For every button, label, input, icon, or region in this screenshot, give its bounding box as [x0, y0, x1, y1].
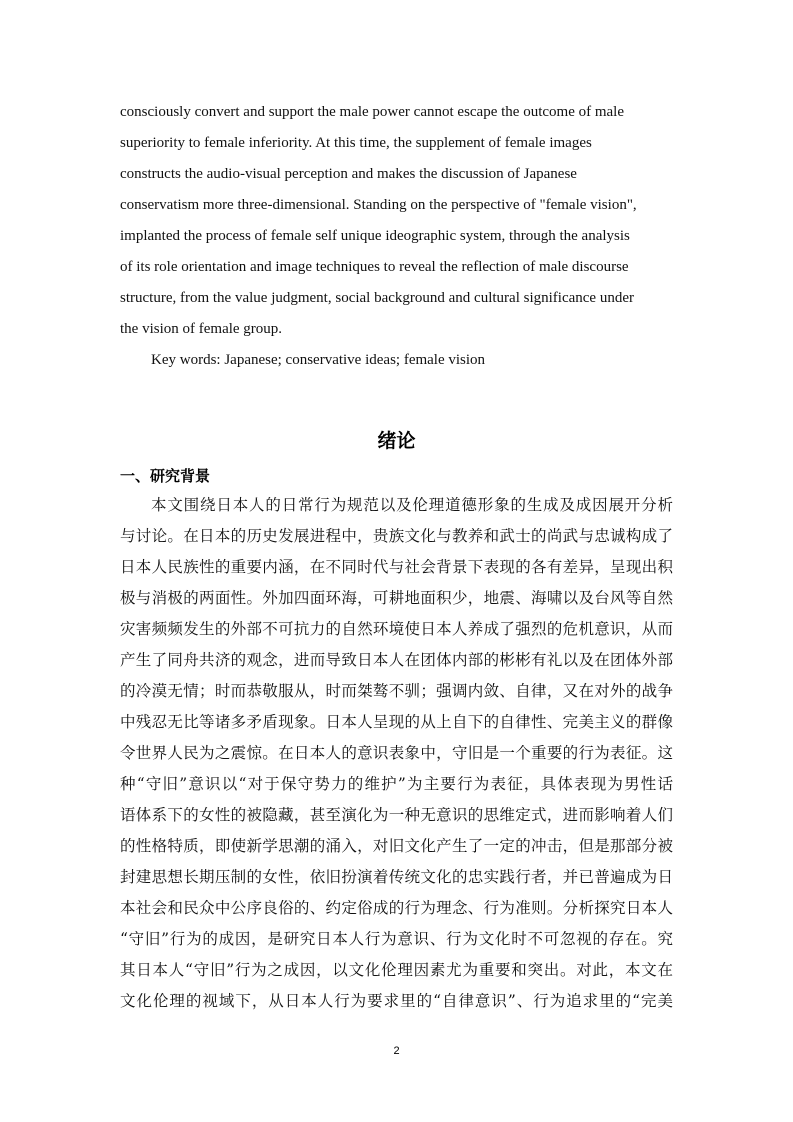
abstract-line: structure, from the value judgment, social background and cultural significance under	[120, 290, 634, 306]
body-line: 中残忍无比等诸多矛盾现象。日本人呈现的从上自下的自律性、完美主义的群像	[120, 713, 673, 731]
body-line: 令世界人民为之震惊。在日本人的意识表象中，守旧是一个重要的行为表征。这	[120, 744, 673, 762]
keywords-line: Key words: Japanese; conservative ideas; female vision	[151, 352, 486, 368]
body-line: 与讨论。在日本的历史发展进程中，贵族文化与教养和武士的尚武与忠诚构成了	[120, 527, 673, 545]
body-line: 种“守旧”意识以“对于保守势力的维护”为主要行为表征，具体表现为男性话	[120, 775, 673, 793]
body-line: 产生了同舟共济的观念，进而导致日本人在团体内部的彬彬有礼以及在团体外部	[120, 651, 673, 669]
body-line: 的冷漠无情；时而恭敬服从，时而桀骜不驯；强调内敛、自律，又在对外的战争	[120, 682, 673, 700]
section-title: 一、研究背景	[120, 467, 211, 485]
body-line: 的性格特质，即使新学思潮的涌入，对旧文化产生了一定的冲击，但是那部分被	[120, 837, 673, 855]
abstract-line: consciously convert and support the male power cannot escape the outcome of male	[120, 104, 624, 120]
body-line: 本社会和民众中公序良俗的、约定俗成的行为理念、行为准则。分析探究日本人	[120, 899, 673, 917]
body-line: “守旧”行为的成因，是研究日本人行为意识、行为文化时不可忽视的存在。究	[120, 930, 673, 948]
abstract-line: implanted the process of female self unique ideographic system, through the analysis	[120, 228, 630, 244]
abstract-line: of its role orientation and image techniques to reveal the reflection of male discourse	[120, 259, 629, 275]
abstract-line: conservatism more three-dimensional. Standing on the perspective of "female vision",	[120, 197, 637, 213]
body-line: 极与消极的两面性。外加四面环海，可耕地面积少，地震、海啸以及台风等自然	[120, 589, 673, 607]
body-line: 其日本人“守旧”行为之成因，以文化伦理因素尤为重要和突出。对此，本文在	[120, 961, 673, 979]
body-line: 本文围绕日本人的日常行为规范以及伦理道德形象的生成及成因展开分析	[151, 496, 673, 514]
body-line: 语体系下的女性的被隐藏，甚至演化为一种无意识的思维定式，进而影响着人们	[120, 806, 673, 824]
body-line: 文化伦理的视域下，从日本人行为要求里的“自律意识”、行为追求里的“完美	[120, 992, 673, 1010]
chapter-title: 绪论	[377, 430, 416, 452]
abstract-line: constructs the audio-visual perception and makes the discussion of Japanese	[120, 166, 577, 182]
abstract-line: the vision of female group.	[120, 321, 283, 337]
body-line: 封建思想长期压制的女性，依旧扮演着传统文化的忠实践行者，并已普遍成为日	[120, 868, 673, 886]
abstract-line: superiority to female inferiority. At this time, the supplement of female images	[120, 135, 592, 151]
body-line: 日本人民族性的重要内涵，在不同时代与社会背景下表现的各有差异，呈现出积	[120, 558, 673, 576]
page-number: 2	[393, 1045, 400, 1057]
body-line: 灾害频频发生的外部不可抗力的自然环境使日本人养成了强烈的危机意识，从而	[120, 620, 673, 638]
